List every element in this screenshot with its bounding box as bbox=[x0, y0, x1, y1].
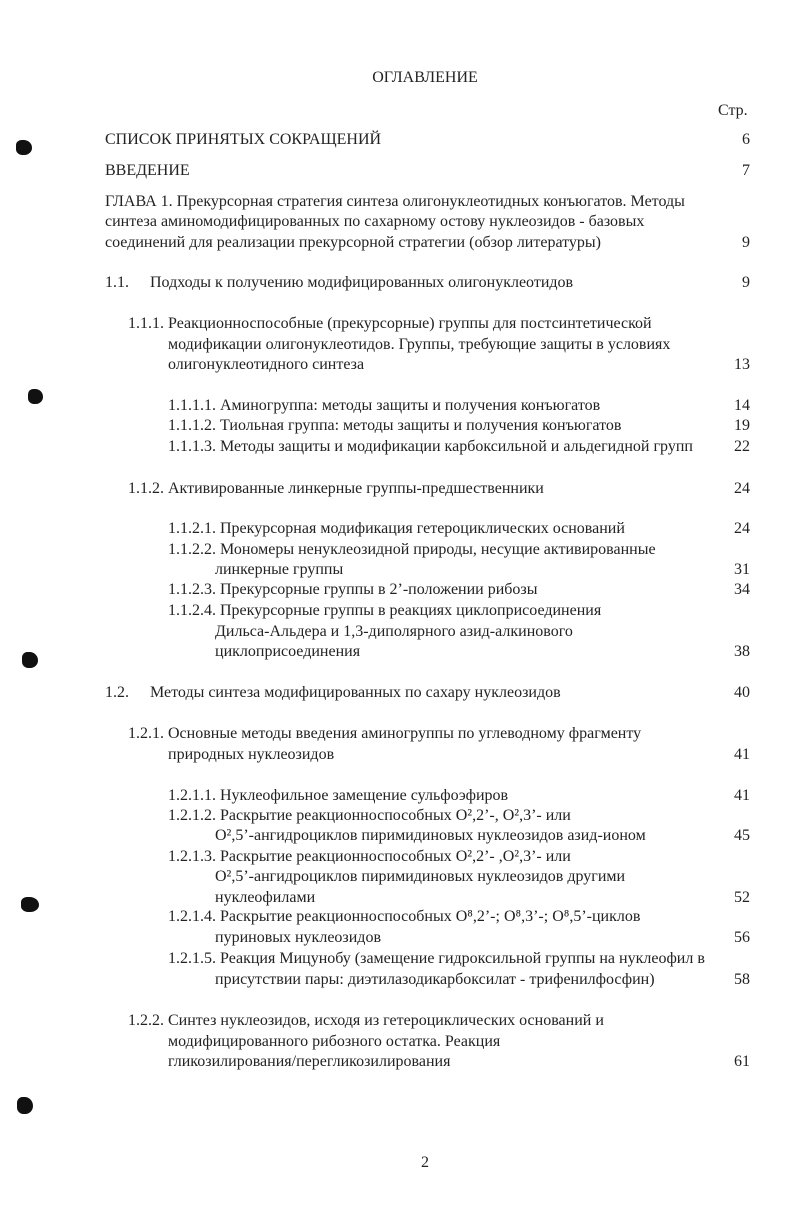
toc-page: 56 bbox=[734, 929, 750, 946]
toc-page: 22 bbox=[734, 438, 750, 455]
ink-blot-mark bbox=[17, 1097, 33, 1114]
toc-page: 45 bbox=[734, 827, 750, 844]
toc-page: 19 bbox=[734, 417, 750, 434]
toc-entry-text: 1.2.1.1. Нуклеофильное замещение сульфоэфиров bbox=[168, 787, 509, 804]
toc-entry-text: ВВЕДЕНИЕ bbox=[105, 162, 190, 179]
ink-blot-mark bbox=[28, 389, 43, 404]
toc-entry-text: 1.1.1.3. Методы защиты и модификации карбоксильной и альдегидной групп bbox=[168, 438, 693, 455]
toc-page: 9 bbox=[742, 234, 750, 251]
toc-entry-text: 1.2.1.3. Раскрытие реакционноспособных O²,2’- ,O²,3’- или bbox=[168, 848, 571, 865]
toc-entry-number: 1.2. bbox=[105, 684, 129, 701]
toc-entry-text: природных нуклеозидов bbox=[168, 746, 335, 763]
toc-page: 6 bbox=[742, 131, 750, 148]
toc-entry-text: 1.1.2.1. Прекурсорная модификация гетероциклических оснований bbox=[168, 520, 625, 537]
toc-entry-text: Подходы к получению модифицированных олигонуклеотидов bbox=[150, 274, 574, 291]
toc-entry-text: 1.1.2. Активированные линкерные группы-предшественники bbox=[128, 480, 544, 497]
toc-page: 58 bbox=[734, 971, 750, 988]
toc-entry-number: 1.1. bbox=[105, 274, 129, 291]
page-title: ОГЛАВЛЕНИЕ bbox=[372, 69, 478, 86]
toc-entry-text: 1.2.1.5. Реакция Мицунобу (замещение гидроксильной группы на нуклеофил в bbox=[168, 950, 705, 967]
toc-entry-text: Дильса-Альдера и 1,3-диполярного азид-алкинового bbox=[215, 623, 573, 640]
ink-blot-mark bbox=[21, 897, 39, 912]
toc-entry-text: 1.1.1.2. Тиольная группа: методы защиты и получения конъюгатов bbox=[168, 417, 622, 434]
toc-entry-text: 1.1.2.2. Мономеры ненуклеозидной природы, несущие активированные bbox=[168, 541, 656, 558]
toc-page: 14 bbox=[734, 397, 750, 414]
toc-entry-text: 1.1.1.1. Аминогруппа: методы защиты и получения конъюгатов bbox=[168, 397, 601, 414]
toc-entry-text: O²,5’-ангидроциклов пиримидиновых нуклеозидов другими bbox=[215, 868, 626, 885]
toc-page: 24 bbox=[734, 480, 750, 497]
page-column-header: Стр. bbox=[718, 102, 748, 119]
ink-blot-mark bbox=[22, 652, 38, 668]
toc-entry-text: линкерные группы bbox=[215, 561, 344, 578]
toc-entry-text: ГЛАВА 1. Прекурсорная стратегия синтеза олигонуклеотидных конъюгатов. Методы bbox=[105, 193, 685, 210]
toc-page: 13 bbox=[734, 356, 750, 373]
toc-entry-text: гликозилирования/перегликозилирования bbox=[168, 1053, 451, 1070]
toc-entry-text: 1.2.1.2. Раскрытие реакционноспособных O²,2’-, O²,3’- или bbox=[168, 807, 571, 824]
toc-entry-text: 1.1.2.4. Прекурсорные группы в реакциях циклоприсоединения bbox=[168, 602, 602, 619]
ink-blot-mark bbox=[16, 140, 32, 155]
toc-entry-text: циклоприсоединения bbox=[215, 643, 361, 660]
toc-entry-text: 1.1.2.3. Прекурсорные группы в 2’-положении рибозы bbox=[168, 581, 538, 598]
toc-page: 38 bbox=[734, 643, 750, 660]
toc-page: 41 bbox=[734, 787, 750, 804]
toc-entry-text: пуриновых нуклеозидов bbox=[215, 929, 381, 946]
toc-page: 40 bbox=[734, 684, 750, 701]
toc-page: 7 bbox=[742, 162, 750, 179]
toc-entry-text: модификации олигонуклеотидов. Группы, требующие защиты в условиях bbox=[168, 336, 671, 353]
toc-entry-text: синтеза аминомодифицированных по сахарному остову нуклеозидов - базовых bbox=[105, 213, 645, 230]
toc-page: 52 bbox=[734, 889, 750, 906]
toc-entry-text: 1.2.1. Основные методы введения аминогруппы по углеводному фрагменту bbox=[128, 725, 642, 742]
page-number: 2 bbox=[421, 1154, 429, 1171]
toc-page: 41 bbox=[734, 746, 750, 763]
toc-entry-text: O²,5’-ангидроциклов пиримидиновых нуклеозидов азид-ионом bbox=[215, 827, 646, 844]
toc-entry-text: Методы синтеза модифицированных по сахару нуклеозидов bbox=[150, 684, 561, 701]
toc-entry-text: нуклеофилами bbox=[215, 889, 316, 906]
toc-entry-text: СПИСОК ПРИНЯТЫХ СОКРАЩЕНИЙ bbox=[105, 131, 382, 148]
toc-page: 61 bbox=[734, 1053, 750, 1070]
toc-entry-text: олигонуклеотидного синтеза bbox=[168, 356, 365, 373]
toc-entry-text: присутствии пары: диэтилазодикарбоксилат - трифенилфосфин) bbox=[215, 971, 655, 988]
toc-entry-text: модифицированного рибозного остатка. Реакция bbox=[168, 1033, 501, 1050]
toc-entry-text: соединений для реализации прекурсорной стратегии (обзор литературы) bbox=[105, 234, 601, 251]
toc-page: 31 bbox=[734, 561, 750, 578]
toc-entry-text: 1.1.1. Реакционноспособные (прекурсорные) группы для постсинтетической bbox=[128, 315, 652, 332]
toc-entry-text: 1.2.2. Синтез нуклеозидов, исходя из гетероциклических оснований и bbox=[128, 1012, 604, 1029]
toc-page: 34 bbox=[734, 581, 750, 598]
toc-page: 9 bbox=[742, 274, 750, 291]
toc-entry-text: 1.2.1.4. Раскрытие реакционноспособных O⁸,2’-; O⁸,3’-; O⁸,5’-циклов bbox=[168, 908, 641, 925]
toc-page: 24 bbox=[734, 520, 750, 537]
